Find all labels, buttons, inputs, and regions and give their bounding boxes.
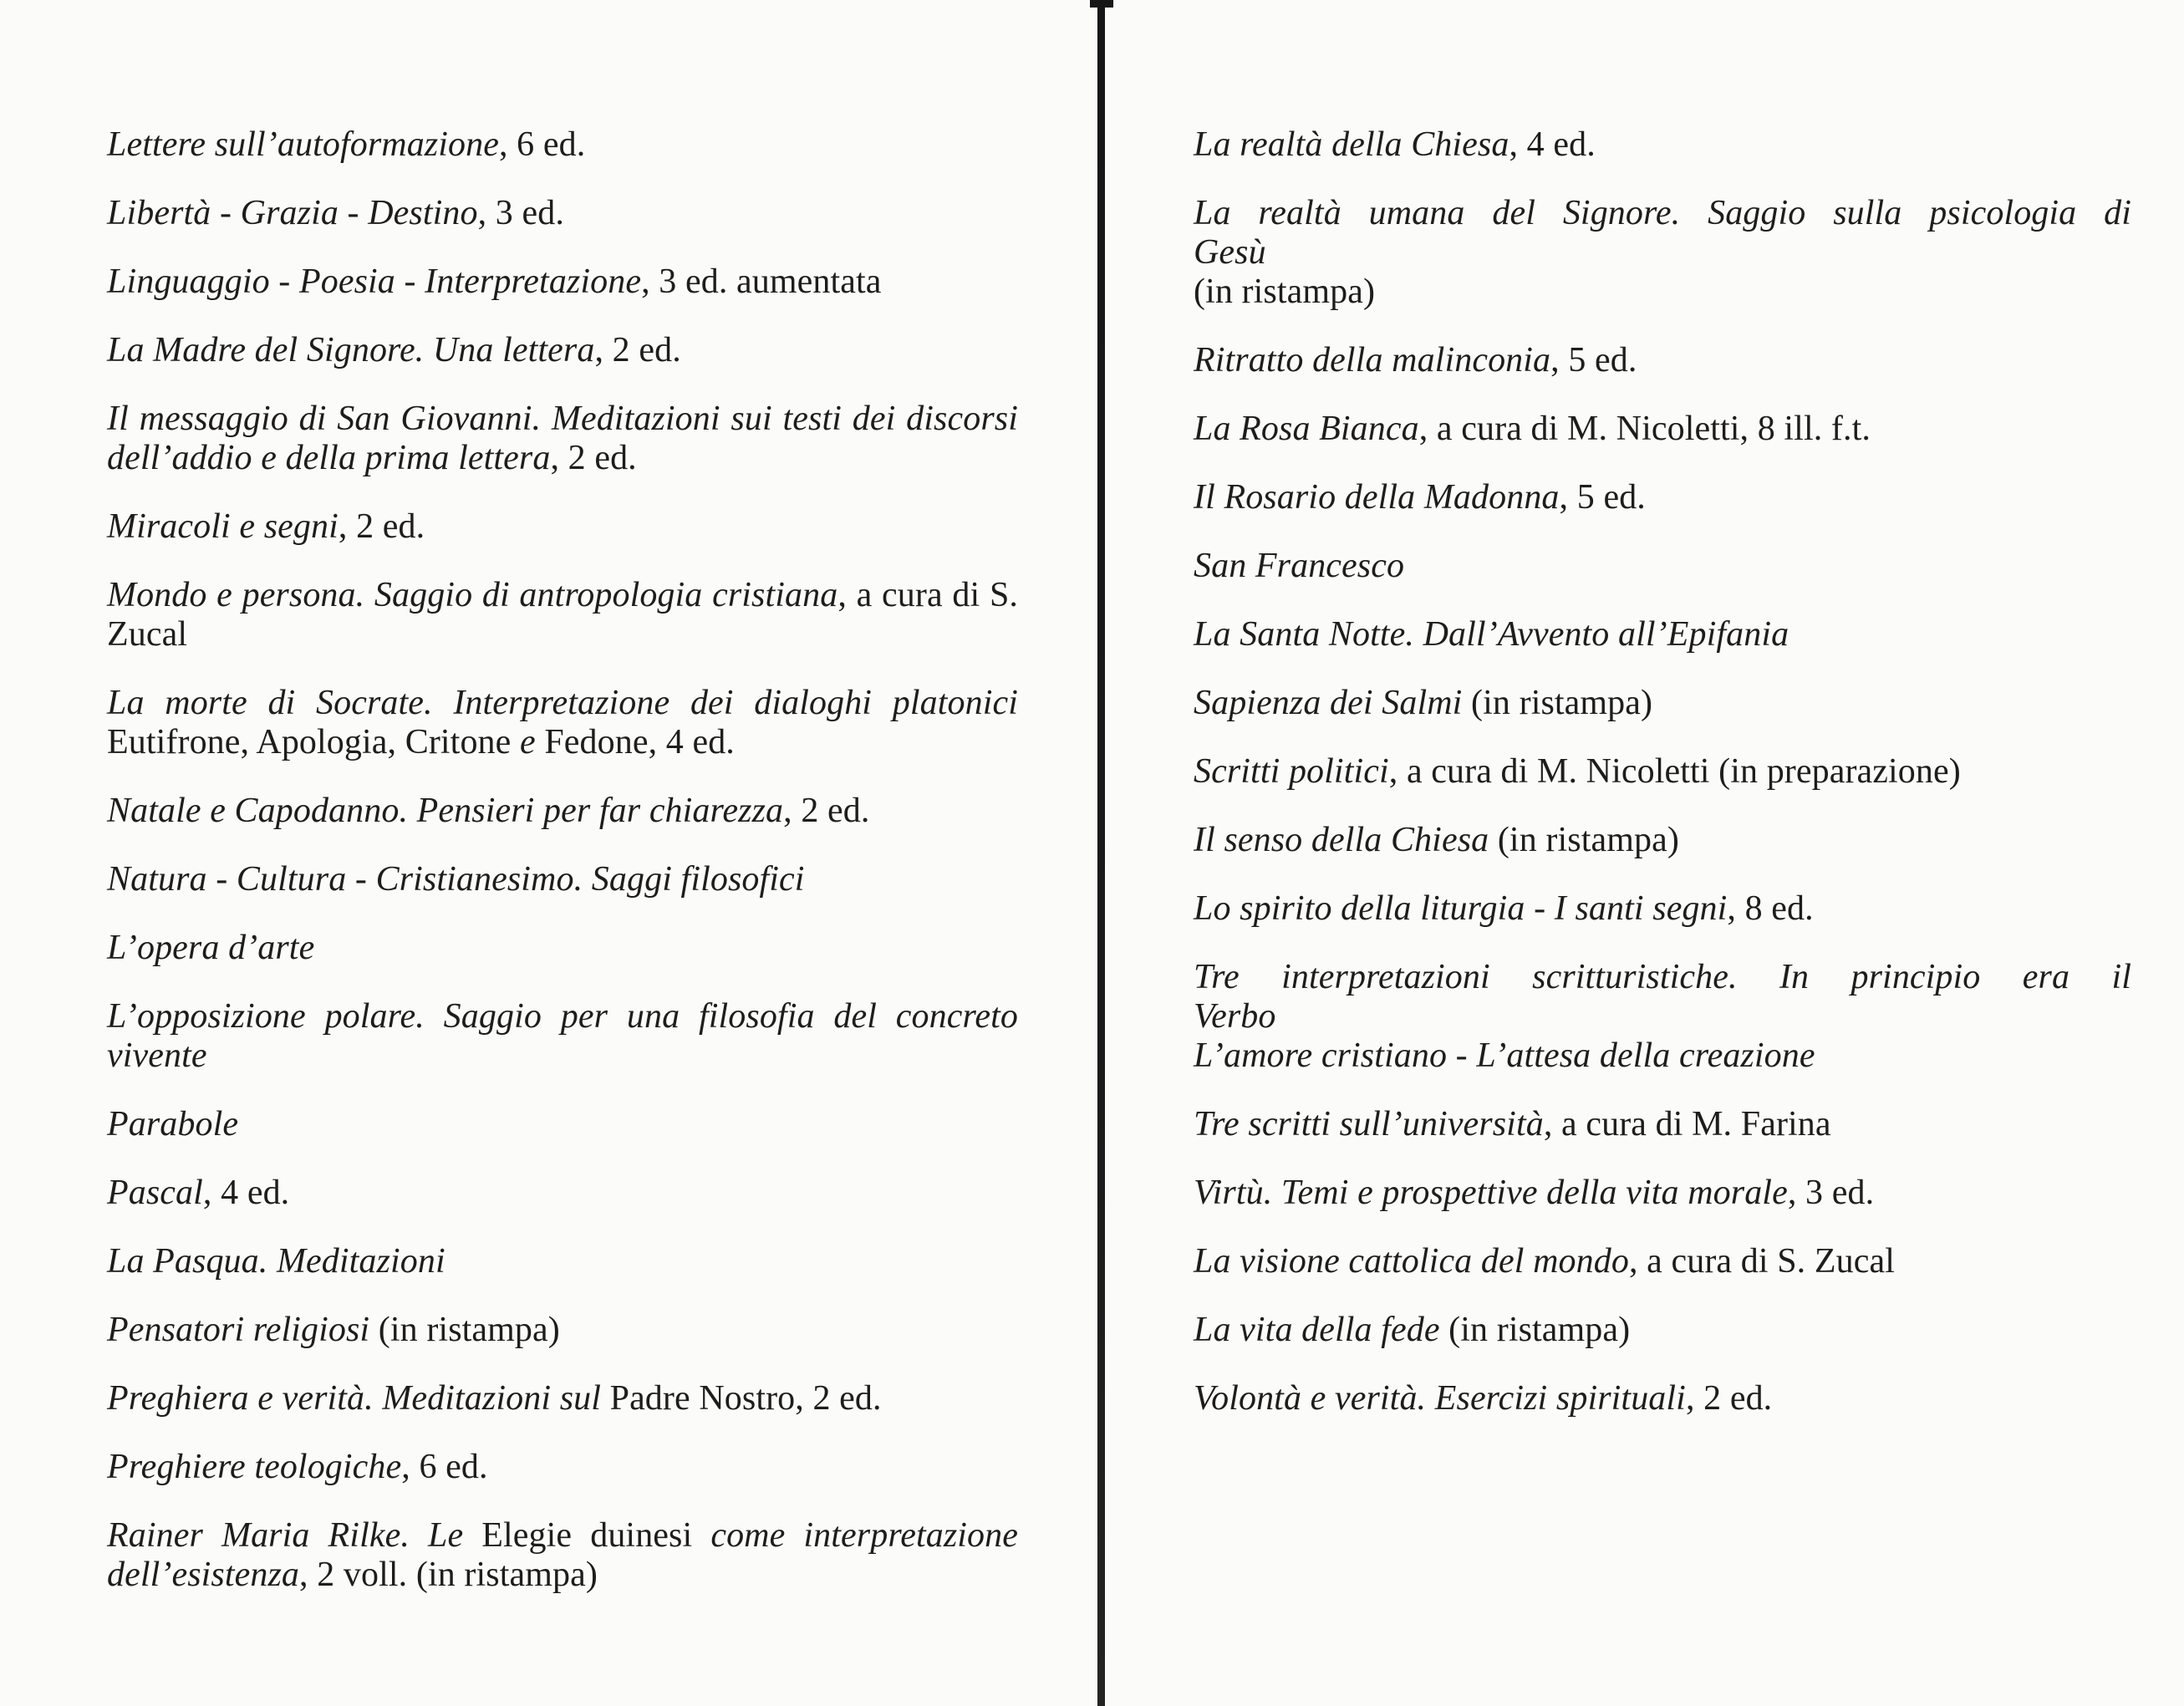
book-title-text: Il senso della Chiesa xyxy=(1194,821,1498,859)
book-title-text: La Rosa Bianca xyxy=(1194,410,1419,448)
catalog-entry xyxy=(107,125,1018,165)
book-title-text: Volontà e verità. Esercizi spirituali xyxy=(1194,1379,1686,1418)
catalog-entry xyxy=(107,997,1018,1076)
book-title-text: La morte di Socrate. Interpretazione dei dialoghi platonici xyxy=(107,684,1018,722)
book-title-text: San Francesco xyxy=(1194,547,1405,585)
book-title-text: L’amore cristiano - L’attesa della creazione xyxy=(1194,1036,1815,1075)
book-title-text: Natale e Capodanno. Pensieri per far chiarezza xyxy=(107,792,784,830)
edition-note-text: , 6 ed. xyxy=(401,1448,488,1486)
book-title-text: Virtù. Temi e prospettive della vita morale xyxy=(1194,1174,1788,1212)
edition-note-text: , 5 ed. xyxy=(1559,478,1646,517)
book-title-text: L’opera d’arte xyxy=(107,929,315,967)
page-gutter-line xyxy=(1097,0,1105,1706)
catalog-entry xyxy=(107,400,1018,478)
edition-note-text: , 8 ed. xyxy=(1727,889,1814,928)
catalog-entry xyxy=(1194,1174,2131,1213)
gutter-top-tick xyxy=(1090,0,1113,8)
edition-note-text: , 2 ed. xyxy=(338,507,425,546)
edition-note-text: (in ristampa) xyxy=(1448,1311,1631,1349)
edition-note-text: , 4 ed. xyxy=(1509,125,1596,164)
catalog-entry xyxy=(107,860,1018,899)
book-title-text: Linguaggio - Poesia - Interpretazione xyxy=(107,262,642,301)
book-title-text: come interpretazione dell’esistenza xyxy=(107,1516,1018,1594)
catalog-entry xyxy=(1194,958,2131,1076)
catalog-entry xyxy=(1194,615,2131,654)
catalog-entry xyxy=(107,1105,1018,1144)
book-title-text: Ritratto della malinconia xyxy=(1194,341,1551,379)
catalog-entry xyxy=(1194,194,2131,312)
edition-note-text: , 6 ed. xyxy=(498,125,586,164)
edition-note-text: Eutifrone, Apologia, Critone xyxy=(107,723,520,761)
catalog-entry xyxy=(107,1174,1018,1213)
book-title-text: Tre interpretazioni scritturistiche. In principio era il Verbo xyxy=(1194,958,2131,1036)
edition-note-text: , a cura di M. Farina xyxy=(1543,1105,1831,1143)
edition-note-text: (in ristampa) xyxy=(1194,272,1376,311)
edition-note-text: , a cura di S. Zucal xyxy=(1628,1242,1895,1281)
catalog-entry xyxy=(1194,341,2131,380)
book-title-text: Preghiere teologiche xyxy=(107,1448,402,1486)
edition-note-text: , a cura di S. Zucal xyxy=(107,576,1018,654)
book-title-text: Il messaggio di San Giovanni. Meditazioni sui testi dei discorsi dell’addio e della prima lettera xyxy=(107,400,1018,477)
right-column xyxy=(1194,125,2131,1418)
catalog-entry xyxy=(107,1311,1018,1350)
catalog-entry xyxy=(107,1379,1018,1418)
book-title-text: e xyxy=(519,723,545,761)
catalog-entry xyxy=(107,1242,1018,1281)
book-title-text: Preghiera e verità. Meditazioni sul xyxy=(107,1379,610,1418)
catalog-entry xyxy=(1194,1379,2131,1418)
catalog-entry xyxy=(1194,125,2131,165)
catalog-entry xyxy=(107,1516,1018,1595)
catalog-entry xyxy=(1194,1242,2131,1281)
book-title-text: La Madre del Signore. Una lettera xyxy=(107,331,595,369)
book-title-text: Pensatori religiosi xyxy=(107,1311,379,1349)
edition-note-text: Elegie duinesi xyxy=(481,1516,711,1555)
catalog-entry xyxy=(1194,889,2131,929)
catalog-entry xyxy=(107,792,1018,831)
book-title-text: Mondo e persona. Saggio di antropologia cristiana xyxy=(107,576,838,614)
edition-note-text: Fedone, 4 ed. xyxy=(544,723,735,761)
edition-note-text: , 3 ed. xyxy=(1787,1174,1875,1212)
catalog-entry xyxy=(1194,478,2131,517)
catalog-entry xyxy=(1194,1311,2131,1350)
catalog-entry xyxy=(1194,752,2131,792)
book-title-text: Il Rosario della Madonna xyxy=(1194,478,1560,517)
edition-note-text: (in ristampa) xyxy=(1497,821,1679,859)
book-title-text: Sapienza dei Salmi xyxy=(1194,684,1472,722)
edition-note-text: , 2 ed. xyxy=(594,331,681,369)
book-title-text: La visione cattolica del mondo xyxy=(1194,1242,1629,1281)
catalog-entry xyxy=(107,684,1018,762)
book-title-text: Libertà - Grazia - Destino xyxy=(107,194,478,232)
catalog-entry xyxy=(107,576,1018,654)
book-title-text: Pascal xyxy=(107,1174,203,1212)
catalog-entry xyxy=(1194,547,2131,586)
book-title-text: La realtà umana del Signore. Saggio sulla psicologia di Gesù xyxy=(1194,194,2131,272)
catalog-entry xyxy=(1194,1105,2131,1144)
edition-note-text: (in ristampa) xyxy=(378,1311,560,1349)
catalog-entry xyxy=(107,331,1018,370)
book-title-text: Lettere sull’autoformazione xyxy=(107,125,499,164)
catalog-entry xyxy=(107,507,1018,547)
edition-note-text: , 3 ed. xyxy=(477,194,564,232)
catalog-entry xyxy=(107,262,1018,302)
edition-note-text: , 2 ed. xyxy=(1685,1379,1773,1418)
book-title-text: Tre scritti sull’università xyxy=(1194,1105,1544,1143)
edition-note-text: , 2 ed. xyxy=(783,792,870,830)
edition-note-text: , 4 ed. xyxy=(202,1174,290,1212)
edition-note-text: , 3 ed. aumentata xyxy=(641,262,882,301)
book-title-text: Lo spirito della liturgia - I santi segni xyxy=(1194,889,1728,928)
catalog-entry xyxy=(1194,821,2131,860)
edition-note-text: , 2 ed. xyxy=(550,439,637,477)
book-title-text: Parabole xyxy=(107,1105,239,1143)
left-column xyxy=(107,125,1018,1595)
edition-note-text: , a cura di M. Nicoletti, 8 ill. f.t. xyxy=(1418,410,1871,448)
book-title-text: Rainer Maria Rilke. Le xyxy=(107,1516,482,1555)
catalog-entry xyxy=(1194,410,2131,449)
catalog-entry xyxy=(107,929,1018,968)
book-title-text: La Santa Notte. Dall’Avvento all’Epifania xyxy=(1194,615,1789,654)
book-title-text: Natura - Cultura - Cristianesimo. Saggi filosofici xyxy=(107,860,805,899)
book-title-text: Miracoli e segni xyxy=(107,507,339,546)
edition-note-text: , 5 ed. xyxy=(1550,341,1637,379)
catalog-entry xyxy=(107,1448,1018,1487)
catalog-entry xyxy=(107,194,1018,233)
book-title-text: La Pasqua. Meditazioni xyxy=(107,1242,445,1281)
catalog-entry xyxy=(1194,684,2131,723)
book-title-text: La vita della fede xyxy=(1194,1311,1449,1349)
edition-note-text: (in ristampa) xyxy=(1471,684,1653,722)
book-title-text: La realtà della Chiesa xyxy=(1194,125,1509,164)
book-title-text: Scritti politici xyxy=(1194,752,1389,791)
edition-note-text: , 2 voll. (in ristampa) xyxy=(299,1556,598,1594)
edition-note-text: , a cura di M. Nicoletti (in preparazione) xyxy=(1388,752,1961,791)
book-title-text: L’opposizione polare. Saggio per una filosofia del concreto vivente xyxy=(107,997,1018,1075)
edition-note-text: Padre Nostro, 2 ed. xyxy=(609,1379,882,1418)
